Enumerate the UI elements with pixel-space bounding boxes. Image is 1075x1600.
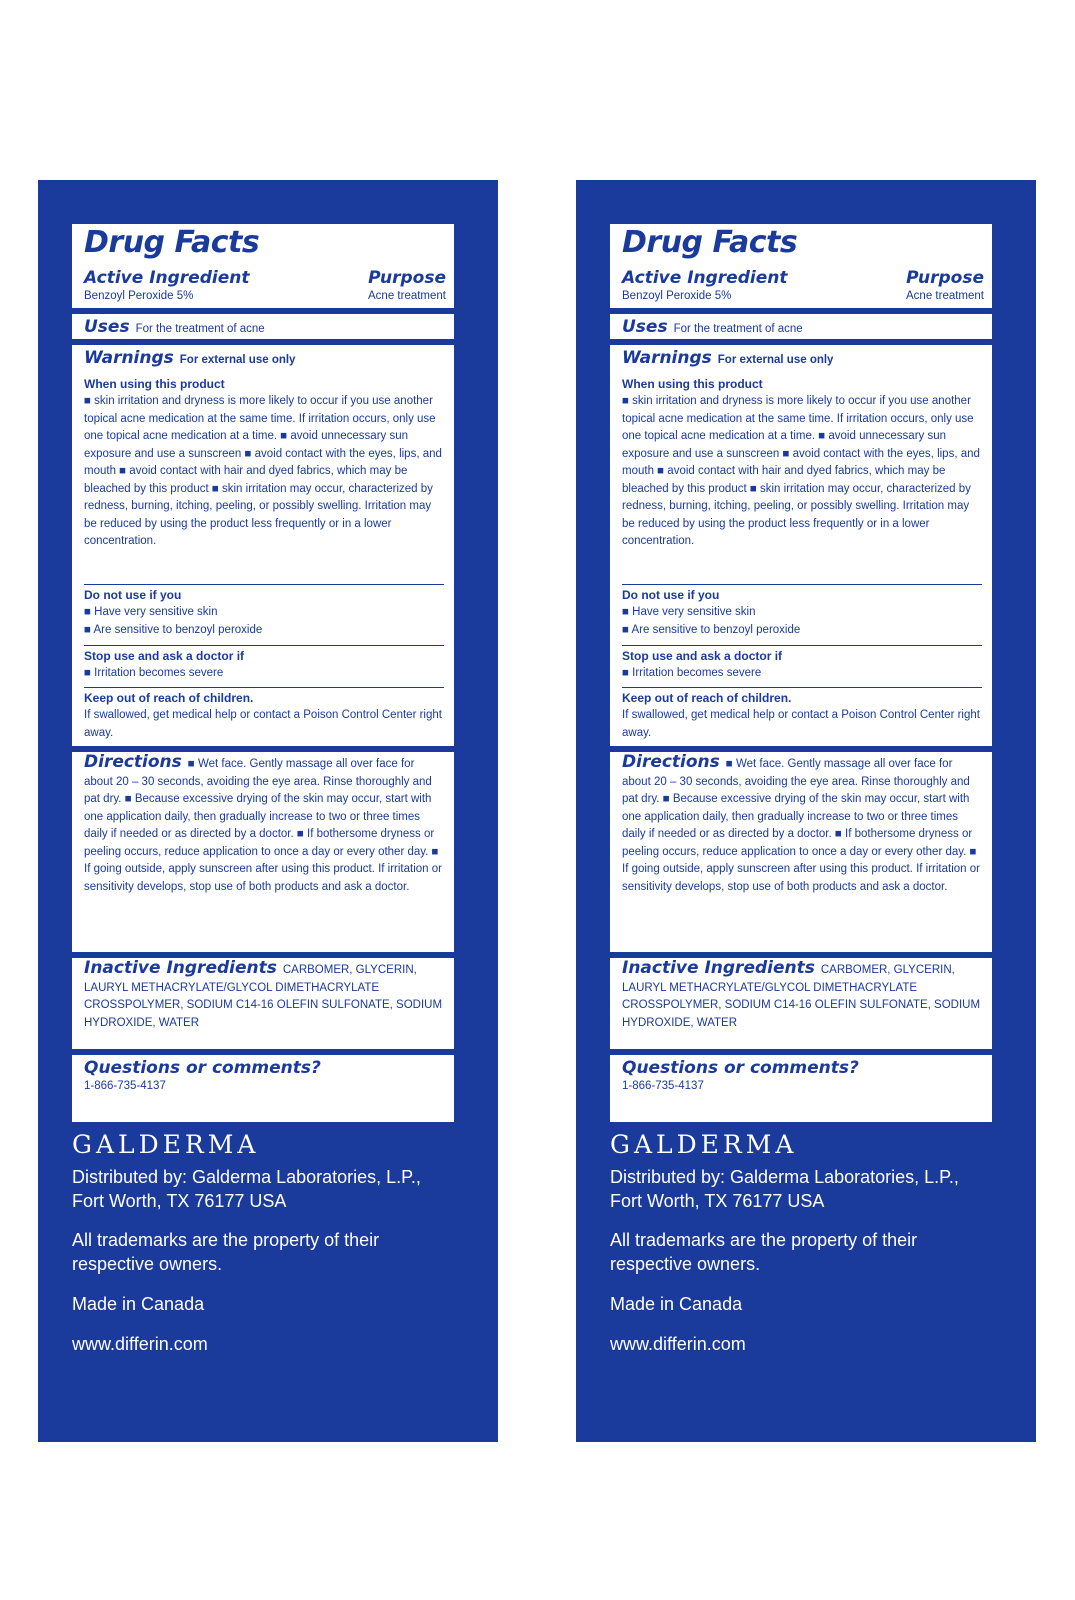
trademarks-notice: All trademarks are the property of their respective owners. — [72, 1230, 380, 1274]
purpose-value: Acne treatment — [906, 290, 984, 302]
divider — [610, 1049, 992, 1055]
divider — [610, 339, 992, 345]
active-ingredient-row — [72, 288, 454, 306]
uses-section: Uses For the treatment of acne — [622, 317, 803, 337]
active-ingredient-label: Active Ingredient — [84, 268, 250, 288]
directions-section: Directions ■ Wet face. Gently massage all over face for about 20 – 30 seconds, avoiding the eye area. Rinse thoroughly and pat dry. ■ Because excessive drying of the skin may occur, start with one application daily, then gradually increase to two or three times daily if needed or as directed by a doctor. ■ If bothersome dryness or peeling occurs, reduce application to once a day or every other day. ■ If going outside, apply sunscreen after using this product. If irritation or sensitivity develops, stop use of both products and ask a doctor. — [622, 754, 980, 893]
active-ingredient-value: Benzoyl Peroxide 5% — [84, 290, 194, 302]
inactive-section: Inactive Ingredients CARBOMER, GLYCERIN, LAURYL METHACRYLATE/GLYCOL DIMETHACRYLATE CROSSPOLYMER, SODIUM C14-16 OLEFIN SULFONATE, SODIUM HYDROXIDE, WATER — [84, 960, 443, 1029]
questions-section: Questions or comments? 1-866-735-4137 — [610, 1058, 992, 1096]
drug-facts-title: Drug Facts — [84, 226, 260, 260]
phone-number: 1-866-735-4137 — [622, 1080, 704, 1092]
keep-out-section: Keep out of reach of children. If swallowed, get medical help or contact a Poison Control Center right away. — [622, 691, 980, 739]
divider — [72, 1049, 454, 1055]
inactive-section: Inactive Ingredients CARBOMER, GLYCERIN, LAURYL METHACRYLATE/GLYCOL DIMETHACRYLATE CROSSPOLYMER, SODIUM C14-16 OLEFIN SULFONATE, SODIUM HYDROXIDE, WATER — [622, 960, 981, 1029]
divider — [72, 746, 454, 752]
divider — [622, 645, 982, 646]
active-ingredient-header — [610, 268, 992, 288]
purpose-label: Purpose — [368, 268, 446, 288]
drug-facts-box — [610, 224, 992, 1122]
drug-facts-title: Drug Facts — [622, 226, 798, 260]
divider — [622, 584, 982, 585]
directions-section: Directions ■ Wet face. Gently massage all over face for about 20 – 30 seconds, avoiding the eye area. Rinse thoroughly and pat dry. ■ Because excessive drying of the skin may occur, start with one application daily, then gradually increase to two or three times daily if needed or as directed by a doctor. ■ If bothersome dryness or peeling occurs, reduce application to once a day or every other day. ■ If going outside, apply sunscreen after using this product. If irritation or sensitivity develops, stop use of both products and ask a doctor. — [84, 754, 442, 893]
label-panel-right — [576, 180, 1036, 1442]
questions-section: Questions or comments? 1-866-735-4137 — [72, 1058, 454, 1096]
do-not-use-section: Do not use if you ■ Have very sensitive skin ■ Are sensitive to benzoyl peroxide — [84, 588, 263, 636]
distributed-by: Distributed by: Galderma Laboratories, L.P., Fort Worth, TX 76177 USA — [610, 1167, 959, 1211]
brand-logo: GALDERMA — [72, 1130, 260, 1159]
when-using-heading: When using this product — [622, 377, 763, 391]
active-ingredient-value: Benzoyl Peroxide 5% — [622, 290, 732, 302]
uses-section: Uses For the treatment of acne — [84, 317, 265, 337]
stop-use-section: Stop use and ask a doctor if ■ Irritation becomes severe — [622, 649, 783, 679]
divider — [84, 584, 444, 585]
active-ingredient-row — [610, 288, 992, 306]
when-using-text: ■ skin irritation and dryness is more likely to occur if you use another topical acne medication at the same time. If irritation occurs, only use one topical acne medication at a time. ■ avoid unnecessary sun exposure and use a sunscreen ■ avoid contact with the eyes, lips, and mouth ■ avoid contact with hair and dyed fabrics, which may be bleached by this product ■ skin irritation may occur, characterized by redness, burning, itching, peeling, or possibly swelling. Irritation may be reduced by using the product less frequently or in a lower concentration. — [622, 395, 980, 547]
divider — [72, 339, 454, 345]
active-ingredient-header — [72, 268, 454, 288]
purpose-label: Purpose — [906, 268, 984, 288]
divider — [72, 952, 454, 958]
drug-facts-box — [72, 224, 454, 1122]
brand-logo: GALDERMA — [610, 1130, 798, 1159]
do-not-use-section: Do not use if you ■ Have very sensitive skin ■ Are sensitive to benzoyl peroxide — [622, 588, 801, 636]
trademarks-notice: All trademarks are the property of their respective owners. — [610, 1230, 918, 1274]
when-using-text: ■ skin irritation and dryness is more likely to occur if you use another topical acne medication at the same time. If irritation occurs, only use one topical acne medication at a time. ■ avoid unnecessary sun exposure and use a sunscreen ■ avoid contact with the eyes, lips, and mouth ■ avoid contact with hair and dyed fabrics, which may be bleached by this product ■ skin irritation may occur, characterized by redness, burning, itching, peeling, or possibly swelling. Irritation may be reduced by using the product less frequently or in a lower concentration. — [84, 395, 442, 547]
made-in: Made in Canada — [72, 1294, 205, 1314]
stop-use-section: Stop use and ask a doctor if ■ Irritation becomes severe — [84, 649, 245, 679]
phone-number: 1-866-735-4137 — [84, 1080, 166, 1092]
purpose-value: Acne treatment — [368, 290, 446, 302]
warnings-section: Warnings For external use only — [622, 348, 834, 368]
website-link[interactable]: www.differin.com — [72, 1334, 208, 1354]
divider — [622, 687, 982, 688]
active-ingredient-label: Active Ingredient — [622, 268, 788, 288]
made-in: Made in Canada — [610, 1294, 743, 1314]
when-using-heading: When using this product — [84, 377, 225, 391]
website-link[interactable]: www.differin.com — [610, 1334, 746, 1354]
divider — [610, 746, 992, 752]
divider — [84, 645, 444, 646]
divider — [610, 952, 992, 958]
divider — [610, 308, 992, 314]
divider — [72, 308, 454, 314]
label-panel-left — [38, 180, 498, 1442]
when-using-section — [72, 376, 454, 551]
warnings-section: Warnings For external use only — [84, 348, 296, 368]
when-using-section — [610, 376, 992, 551]
keep-out-section: Keep out of reach of children. If swallowed, get medical help or contact a Poison Control Center right away. — [84, 691, 442, 739]
divider — [84, 687, 444, 688]
distributed-by: Distributed by: Galderma Laboratories, L.P., Fort Worth, TX 76177 USA — [72, 1167, 421, 1211]
